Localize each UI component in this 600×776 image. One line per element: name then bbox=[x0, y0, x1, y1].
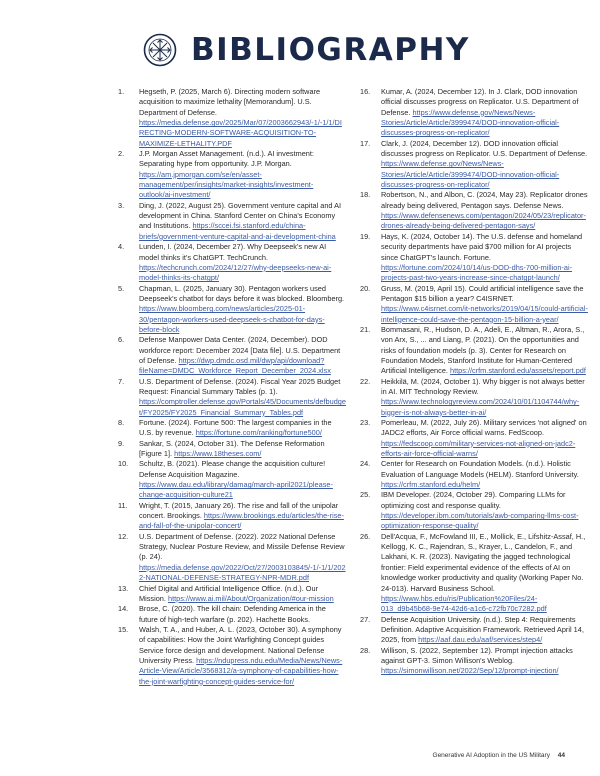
entry-link[interactable]: https://crfm.stanford.edu/assets/report.pdf bbox=[449, 366, 586, 376]
entry-link[interactable]: https://www.bloomberg.com/news/articles/2025-01-30/pentagon-workers-used-deepseek-s-chatbot-for-days-before-block bbox=[139, 304, 325, 334]
entry-citation-text: IBM Developer. (2024, October 29). Comparing LLMs for optimizing cost and response quality. bbox=[381, 490, 566, 510]
entry-citation-text: Clark, J. (2024, December 12). DOD innovation official discusses progress on Replicator. U.S. Department of Defense. bbox=[381, 138, 588, 159]
entry-citation-text: Fortune. (2024). Fortune 500: The largest companies in the U.S. by revenue. bbox=[139, 418, 332, 438]
entry-body bbox=[139, 501, 346, 532]
entry-number: 28. bbox=[360, 645, 371, 655]
entry-body bbox=[381, 232, 588, 284]
entry-number: 3. bbox=[118, 200, 125, 210]
entry-citation-text: Schultz, B. (2021). Please change the acquisition culture! Defense Acquisition Magazine. bbox=[139, 459, 326, 479]
footer-doc-title: Generative AI Adoption in the US Military bbox=[432, 752, 550, 759]
entry-citation-text: Pomerleau, M. (2022, July 26). Military services 'not aligned' on JADC2 efforts, Air Force official warns. FedScoop. bbox=[381, 418, 587, 438]
entry-citation-text: Lunden, I. (2024, December 27). Why Deepseek's new AI model thinks it's ChatGPT. TechCrunch. bbox=[139, 242, 327, 262]
bibliography-entry bbox=[118, 532, 346, 584]
entry-citation-text: Walsh, T. A., and Huber, A. L. (2023, October 30). A symphony of capabilities: How the Joint Warfighting Concept guides Service force design and development. National Defense University Press. bbox=[139, 624, 342, 665]
entry-citation-text: J.P. Morgan Asset Management. (n.d.). AI investment: Separating hype from opportunity. J.P. Morgan. bbox=[139, 149, 314, 169]
entry-body bbox=[381, 325, 588, 377]
entry-body bbox=[139, 149, 346, 201]
entry-number: 20. bbox=[360, 283, 371, 293]
compass-rose-icon bbox=[143, 33, 177, 67]
entry-link[interactable]: https://ndupress.ndu.edu/Media/News/News-Article-View/Article/3568312/a-symphony-of-capabilities-how-the-joint-warfighting-concept-guides-service-for/ bbox=[139, 655, 343, 686]
entry-number: 16. bbox=[360, 87, 371, 96]
entry-link[interactable]: https://www.defense.gov/News/News-Stories/Article/Article/3999474/DOD-innovation-official-discusses-progress-on-replicator/ bbox=[381, 159, 560, 190]
entry-body bbox=[139, 439, 346, 460]
entry-citation-text: Kumar, A. (2024, December 12). In J. Clark, DOD innovation official discusses progress on Replicator. U.S. Department of Defense. bbox=[381, 87, 579, 117]
entry-body bbox=[139, 201, 346, 242]
entry-link[interactable]: https://comptroller.defense.gov/Portals/45/Documents/defbudget/FY2025/FY2025_Financial_Summary_Tables.pdf bbox=[139, 397, 346, 417]
entry-body bbox=[381, 646, 588, 677]
entry-citation-text: Bommasani, R., Hudson, D. A., Adeli, E., Altman, R., Arora, S., von Arx, S., ... and Liang, P. (2021). On the opportunities and risks of foundation models (p. 3). Center for Research on Foundation Models, Stanford Institute for Human-Centered Artificial Intelligence. bbox=[381, 324, 585, 376]
entry-number: 9. bbox=[118, 438, 125, 448]
entry-body bbox=[139, 584, 346, 605]
entry-body bbox=[139, 87, 346, 149]
entry-citation-text: Gruss, M. (2019, April 15). Could artificial intelligence save the Pentagon $15 billion a year? C4ISRNET. bbox=[381, 283, 584, 303]
entry-link[interactable]: https://crfm.stanford.edu/helm/ bbox=[381, 480, 481, 490]
entry-body bbox=[139, 625, 346, 687]
entry-link[interactable]: https://fortune.com/ranking/fortune500/ bbox=[195, 428, 322, 438]
entry-citation-text: Robertson, N., and Albon, C. (2024, May 23). Replicator drones already being delivered, Pentagon says. Defense News. bbox=[381, 190, 588, 210]
entry-number: 11. bbox=[118, 500, 128, 510]
bibliography-entry bbox=[118, 501, 346, 532]
entry-number: 15. bbox=[118, 624, 129, 634]
entry-citation-text: Dell'Acqua, F., McFowland III, E., Mollick, E., Lifshitz-Assaf, H., Kellogg, K. C., Rajendran, S., Krayer, L., Candelon, F., and Lakhani, K. R. (2023). Navigating the jagged technological frontier: Field experimental evidence of the effects of AI on knowledge worker productivity and quality (Working Paper No. 24-013). Harvard Business School. bbox=[381, 531, 586, 593]
entry-body bbox=[381, 377, 588, 418]
bibliography-entry bbox=[118, 418, 346, 439]
entry-link[interactable]: https://am.jpmorgan.com/se/en/asset-management/per/insights/market-insights/investment-outlook/ai-investment/ bbox=[139, 169, 314, 200]
entry-number: 27. bbox=[360, 614, 371, 624]
entry-link[interactable]: https://simonwillison.net/2022/Sep/12/prompt-injection/ bbox=[381, 666, 559, 676]
entry-citation-text: Chapman, L. (2025, January 30). Pentagon workers used Deepseek's chatbot for days before it was blocked. Bloomberg. bbox=[139, 283, 345, 303]
bibliography-entry bbox=[360, 490, 588, 531]
page-number: 44 bbox=[557, 752, 565, 759]
bibliography-entry bbox=[118, 284, 346, 336]
entry-body bbox=[381, 490, 588, 531]
entry-link[interactable]: https://media.defense.gov/2025/Mar/07/2003662943/-1/-1/1/DIRECTING-MODERN-SOFTWARE-ACQUISITION-TO-MAXIMIZE-LETHALITY.PDF bbox=[139, 118, 342, 148]
bibliography-entry bbox=[118, 242, 346, 283]
entry-body bbox=[381, 418, 588, 459]
bibliography-entry bbox=[118, 335, 346, 376]
entry-citation-text: Hays, K. (2024, October 14). The U.S. defense and homeland security departments have paid $700 million for AI projects since ChatGPT's launch. Fortune. bbox=[381, 231, 583, 262]
entry-link[interactable]: https://www.defense.gov/News/News-Stories/Article/Article/3999474/DOD-innovation-official-discusses-progress-on-replicator/ bbox=[381, 107, 560, 138]
entry-link[interactable]: https://www.c4isrnet.com/it-networks/2019/04/15/could-artificial-intelligence-could-save-the-pentagon-15-billion-a-year/ bbox=[381, 304, 588, 324]
entry-link[interactable]: https://dwp.dmdc.osd.mil/dwp/api/download?fileName=DMDC_Workforce_Report_December_2024.xlsx bbox=[139, 355, 331, 376]
bibliography-entry bbox=[118, 87, 346, 149]
entry-number: 13. bbox=[118, 583, 129, 593]
entry-body bbox=[139, 284, 346, 336]
page-header bbox=[143, 33, 470, 67]
entry-number: 4. bbox=[118, 242, 125, 252]
entry-link[interactable]: https://fedscoop.com/military-services-not-aligned-on-jadc2-efforts-air-force-official-warns/ bbox=[381, 438, 576, 459]
bibliography-entry bbox=[118, 604, 346, 625]
entry-body bbox=[139, 418, 346, 439]
bibliography-entry bbox=[118, 149, 346, 201]
entry-link[interactable]: https://www.18theses.com/ bbox=[174, 449, 262, 459]
entry-number: 21. bbox=[360, 324, 371, 334]
entry-body bbox=[139, 459, 346, 500]
entry-number: 23. bbox=[360, 418, 371, 427]
bibliography-entry bbox=[360, 87, 588, 139]
entry-link[interactable]: https://www.hbs.edu/ris/Publication%20Files/24-013_d9b45b68-9e74-42d6-a1c6-c72fb70c7282.pdf bbox=[381, 593, 547, 614]
entry-body bbox=[381, 532, 588, 615]
bibliography-entry bbox=[360, 418, 588, 459]
entry-number: 22. bbox=[360, 376, 371, 386]
entry-link[interactable]: https://media.defense.gov/2022/Oct/27/2003103845/-1/-1/1/2022-NATIONAL-DEFENSE-STRATEGY-NPR-MDR.pdf bbox=[139, 562, 346, 583]
bibliography-entry bbox=[360, 190, 588, 231]
bibliography-entry bbox=[118, 625, 346, 687]
entry-citation-text: U.S. Department of Defense. (2024). Fiscal Year 2025 Budget Request: Financial Summary Tables (p. 1). bbox=[139, 376, 341, 396]
entry-citation-text: Wright, T. (2015, January 26). The rise and fall of the unipolar concert. Brookings. bbox=[139, 500, 339, 521]
entry-body bbox=[381, 139, 588, 191]
entry-citation-text: Sankar, S. (2024, October 31). The Defense Reformation [Figure 1]. bbox=[139, 438, 325, 459]
entry-link[interactable]: https://techcrunch.com/2024/12/27/why-deepseeks-new-ai-model-thinks-its-chatgpt/ bbox=[139, 262, 332, 283]
bibliography-entry bbox=[360, 459, 588, 490]
entry-number: 10. bbox=[118, 459, 129, 469]
entry-link[interactable]: https://fortune.com/2024/10/14/us-DOD-dhs-700-million-ai-projects-past-two-years-increase-since-chatgpt-launch/ bbox=[381, 262, 573, 283]
page-footer bbox=[433, 752, 565, 759]
entry-body bbox=[139, 532, 346, 584]
entry-link[interactable]: https://www.technologyreview.com/2024/10/01/1104744/why-bigger-is-not-always-better-in-ai/ bbox=[381, 397, 580, 417]
entry-link[interactable]: https://www.defensenews.com/pentagon/2024/05/23/replicator-drones-already-being-delivered-pentagon-says/ bbox=[381, 211, 586, 231]
entry-link[interactable]: https://www.dau.edu/library/damag/march-april2021/please-change-acquisition-culture21 bbox=[139, 480, 333, 500]
entry-number: 14. bbox=[118, 604, 129, 614]
entry-number: 18. bbox=[360, 190, 371, 200]
bibliography-entry bbox=[360, 646, 588, 677]
entry-body bbox=[381, 190, 588, 231]
entry-citation-text: Center for Research on Foundation Models. (n.d.). Holistic Evaluation of Language Models (HELM). Stanford University. bbox=[381, 459, 579, 479]
entry-body bbox=[139, 335, 346, 376]
entry-number: 2. bbox=[118, 149, 125, 159]
entry-number: 1. bbox=[118, 87, 125, 96]
entry-link[interactable]: https://developer.ibm.com/tutorials/awb-comparing-llms-cost-optimization-response-quality/ bbox=[381, 511, 579, 531]
bibliography-column-left bbox=[118, 87, 346, 687]
entry-body bbox=[381, 284, 588, 325]
page-title: BIBLIOGRAPHY bbox=[191, 32, 470, 68]
entry-number: 24. bbox=[360, 459, 371, 469]
entry-number: 6. bbox=[118, 335, 125, 345]
entry-body bbox=[381, 87, 588, 139]
bibliography-entry bbox=[360, 615, 588, 646]
bibliography-entry bbox=[360, 284, 588, 325]
entry-number: 12. bbox=[118, 531, 129, 541]
entry-number: 19. bbox=[360, 231, 371, 241]
bibliography-list bbox=[118, 87, 588, 687]
entry-citation-text: Willison, S. (2022, September 12). Prompt injection attacks against GPT-3. Simon Willison's Weblog. bbox=[381, 645, 573, 665]
bibliography-entry bbox=[118, 439, 346, 460]
bibliography-entry bbox=[118, 459, 346, 500]
entry-citation-text: Hegseth, P. (2025, March 6). Directing modern software acquisition to maximize lethality [Memorandum]. U.S. Department of Defense. bbox=[139, 87, 321, 117]
entry-citation-text: Defense Acquisition University. (n.d.). Step 4: Requirements Definition. Adaptive Acquisition Framework. Retrieved April 14, 2025, from bbox=[381, 614, 584, 645]
entry-number: 25. bbox=[360, 490, 371, 500]
entry-citation-text: Chief Digital and Artificial Intelligence Office. (n.d.). Our Mission. bbox=[139, 583, 319, 603]
entry-citation-text: Defense Manpower Data Center. (2024, December). DOD workforce report: December 2024 [Data file]. U.S. Department of Defense. bbox=[139, 335, 341, 365]
entry-body bbox=[381, 459, 588, 490]
entry-citation-text: Heikkilä, M. (2024, October 1). Why bigger is not always better in AI. MIT Technology Review. bbox=[381, 376, 585, 396]
bibliography-entry bbox=[360, 139, 588, 191]
entry-link[interactable]: https://www.ai.mil/About/Organization/#our-mission bbox=[167, 593, 334, 603]
entry-citation-text: Brose, C. (2020). The kill chain: Defending America in the future of high-tech warfare (p. 202). Hachette Books. bbox=[139, 604, 326, 624]
entry-citation-text: Ding, J. (2022, August 25). Government venture capital and AI development in China. Stanford Center on China's Economy and Institutions. bbox=[139, 200, 342, 231]
entry-citation-text: U.S. Department of Defense. (2022). 2022 National Defense Strategy, Nuclear Posture Review, and Missile Defense Review (p. 24). bbox=[139, 531, 345, 562]
bibliography-column-right bbox=[360, 87, 588, 687]
entry-link[interactable]: https://aaf.dau.edu/aaf/services/step4/ bbox=[418, 635, 543, 645]
entry-number: 26. bbox=[360, 531, 371, 541]
bibliography-entry bbox=[118, 584, 346, 605]
entry-body bbox=[139, 377, 346, 418]
bibliography-entry bbox=[360, 232, 588, 284]
entry-link[interactable]: https://www.brookings.edu/articles/the-rise-and-fall-of-the-unipolar-concert/ bbox=[139, 511, 344, 531]
entry-body bbox=[139, 604, 346, 625]
bibliography-entry bbox=[118, 201, 346, 242]
bibliography-entry bbox=[360, 532, 588, 615]
bibliography-entry bbox=[360, 377, 588, 418]
entry-body bbox=[139, 242, 346, 283]
entry-body bbox=[381, 615, 588, 646]
entry-number: 7. bbox=[118, 376, 125, 386]
bibliography-entry bbox=[360, 325, 588, 377]
entry-number: 5. bbox=[118, 283, 125, 293]
entry-number: 17. bbox=[360, 138, 371, 148]
bibliography-entry bbox=[118, 377, 346, 418]
entry-number: 8. bbox=[118, 418, 125, 427]
entry-link[interactable]: https://sccei.fsi.stanford.edu/china-briefs/government-venture-capital-and-ai-development-china bbox=[139, 221, 336, 241]
